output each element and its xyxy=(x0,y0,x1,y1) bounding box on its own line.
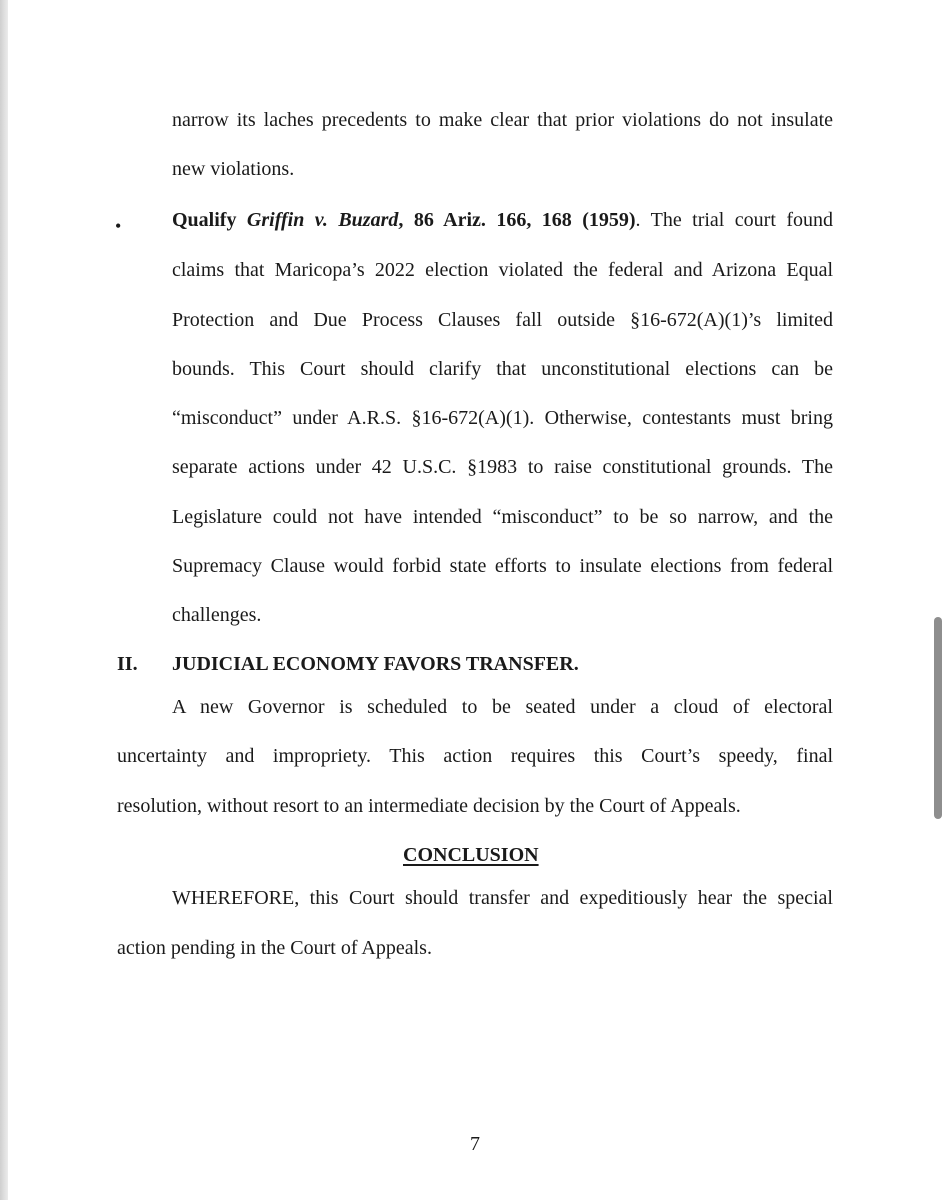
text-line: separate actions under 42 U.S.C. §1983 to raise constitutional grounds. The xyxy=(172,456,833,478)
text-line: narrow its laches precedents to make clear that prior violations do not insulate xyxy=(172,109,833,131)
text-line: Supremacy Clause would forbid state efforts to insulate elections from federal xyxy=(172,555,833,577)
bullet-first-line: Qualify Griffin v. Buzard, 86 Ariz. 166, 168 (1959). The trial court found xyxy=(172,209,833,231)
text-line: claims that Maricopa’s 2022 election violated the federal and Arizona Equal xyxy=(172,259,833,281)
bullet-icon: • xyxy=(115,216,122,236)
text-line: resolution, without resort to an intermediate decision by the Court of Appeals. xyxy=(117,795,741,817)
case-name: Griffin v. Buzard xyxy=(246,209,399,231)
section-number: II. xyxy=(117,653,138,675)
page-number: 7 xyxy=(470,1133,480,1155)
text-line: A new Governor is scheduled to be seated under a cloud of electoral xyxy=(172,696,833,718)
text-line: uncertainty and impropriety. This action requires this Court’s speedy, final xyxy=(117,745,833,767)
text-line: challenges. xyxy=(172,604,262,626)
page-left-edge xyxy=(0,0,8,1200)
text-line: action pending in the Court of Appeals. xyxy=(117,937,432,959)
text-line: WHEREFORE, this Court should transfer and expeditiously hear the special xyxy=(172,887,833,909)
section-heading: JUDICIAL ECONOMY FAVORS TRANSFER. xyxy=(172,653,579,675)
scrollbar-thumb[interactable] xyxy=(934,617,942,819)
text-line: Legislature could not have intended “misconduct” to be so narrow, and the xyxy=(172,506,833,528)
text-line: new violations. xyxy=(172,158,295,180)
text-line: bounds. This Court should clarify that unconstitutional elections can be xyxy=(172,358,833,380)
conclusion-heading: CONCLUSION xyxy=(403,844,539,866)
text-line: Protection and Due Process Clauses fall outside §16-672(A)(1)’s limited xyxy=(172,309,833,331)
text-line: “misconduct” under A.R.S. §16-672(A)(1). Otherwise, contestants must bring xyxy=(172,407,833,429)
